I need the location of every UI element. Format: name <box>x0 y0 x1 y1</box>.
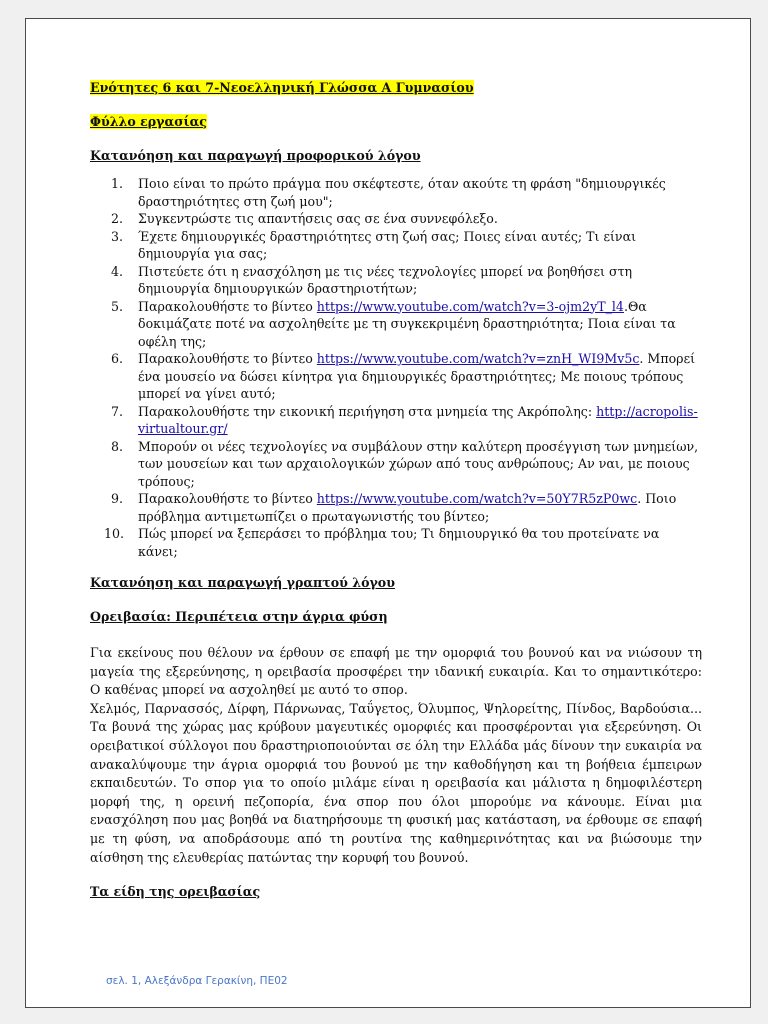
question-item: 8. Μπορούν οι νέες τεχνολογίες να συμβάλουν στην καλύτερη προσέγγιση των μνημείων, των μουσείων και των αρχαιολογικών χώρων από τους ανθρώπους; Αν ναι, με ποιους τρόπους; <box>111 438 699 489</box>
video-link[interactable]: https://www.youtube.com/watch?v=znH_WI9Mv5c <box>316 351 640 366</box>
document-content <box>90 79 702 901</box>
document-title: Ενότητες 6 και 7-Νεοελληνική Γλώσσα Α Γυμνασίου <box>90 80 474 95</box>
article-title: Ορειβασία: Περιπέτεια στην άγρια φύση <box>90 609 388 624</box>
question-item: 9. Παρακολουθήστε το βίντεο https://www.youtube.com/watch?v=50Y7R5zP0wc. Ποιο πρόβλημα αντιμετωπίζει ο πρωταγωνιστής του βίντεο; <box>111 491 677 524</box>
virtual-tour-link[interactable]: http://acropolis-virtualtour.gr/ <box>138 403 698 436</box>
video-link[interactable]: https://www.youtube.com/watch?v=50Y7R5zP0wc <box>316 491 638 506</box>
question-item: 5. Παρακολουθήστε το βίντεο https://www.youtube.com/watch?v=3-ojm2yT_l4.Θα δοκιμάζατε ποτέ να ασχοληθείτε με τη συγκεκριμένη δραστηριότητα; Ποια είναι τα οφέλη της; <box>111 298 676 349</box>
worksheet-label: Φύλλο εργασίας <box>90 114 207 129</box>
question-item: 3. Έχετε δημιουργικές δραστηριότητες στη ζωή σας; Ποιες είναι αυτές; Τι είναι δημιουργία για σας; <box>111 228 637 261</box>
section-written-heading: Κατανόηση και παραγωγή γραπτού λόγου <box>90 575 395 590</box>
question-item: 7. Παρακολουθήστε την εικονική περιήγηση στα μνημεία της Ακρόπολης: http://acropolis-virtualtour.gr/ <box>111 403 698 436</box>
section-types-heading: Τα είδη της ορειβασίας <box>90 884 261 900</box>
question-list <box>90 175 702 560</box>
question-item: 2. Συγκεντρώστε τις απαντήσεις σας σε ένα συννεφόλεξο. <box>111 211 498 226</box>
video-link[interactable]: https://www.youtube.com/watch?v=3-ojm2yT_l4 <box>316 298 624 314</box>
page-footer: σελ. 1, Αλεξάνδρα Γερακίνη, ΠΕ02 <box>106 975 288 987</box>
question-item: 4. Πιστεύετε ότι η ενασχόληση με τις νέες τεχνολογίες μπορεί να βοηθήσει στη δημιουργία δημιουργικών δραστηριοτήτων; <box>111 263 633 296</box>
question-item: 6. Παρακολουθήστε το βίντεο https://www.youtube.com/watch?v=znH_WI9Mv5c. Μπορεί ένα μουσείο να δώσει κίνητρα για δημιουργικές δραστηριότητες; Με ποιους τρόπους μπορεί να γίνει αυτό; <box>111 351 696 401</box>
section-oral-heading: Κατανόηση και παραγωγή προφορικού λόγου <box>90 148 421 163</box>
question-item: 1. Ποιο είναι το πρώτο πράγμα που σκέφτεστε, όταν ακούτε τη φράση "δημιουργικές δραστηριότητες στη ζωή μου"; <box>111 176 666 209</box>
article-paragraph-body: Χελμός, Παρνασσός, Δίρφη, Πάρνωνας, Ταΰγετος, Όλυμπος, Ψηλορείτης, Πίνδος, Βαρδούσια... Τα βουνά της χώρας μας κρύβουν μαγευτικές ομορφιές και προσφέρονται για εξερεύνηση. Οι ορειβατικοί σύλλογοι που δραστηριοποιούνται σε όλη την Ελλάδα μάς δίνουν την ευκαιρία να ανακαλύψουμε την άγρια ομορφιά του βουνού με την καθοδήγηση και τη βοήθεια έμπειρων εκπαιδευτών. Το σπορ για το οποίο μιλάμε είναι η ορειβασία και μάλιστα η δημοφιλέστερη μορφή της, η ορεινή πεζοπορία, ένα σπορ που όλοι μπορούμε να κάνουμε. Είναι μια ενασχόληση που μας βοηθά να διατηρήσουμε τη φυσική μας κατάσταση, να έρθουμε σε επαφή με τη φύση, να αποδράσουμε από τη ρουτίνα της καθημερινότητας και να βιώσουμε την αίσθηση της ελευθερίας πατώντας την κορυφή του βουνού. <box>90 700 702 865</box>
question-item: 10. Πώς μπορεί να ξεπεράσει το πρόβλημα του; Τι δημιουργικό θα του προτείνατε να κάνει; <box>104 526 660 559</box>
article-paragraph-intro: Για εκείνους που θέλουν να έρθουν σε επαφή με την ομορφιά του βουνού και να νιώσουν τη μαγεία της εξερεύνησης, η ορειβασία προσφέρει την ιδανική ευκαιρία. Και το σημαντικότερο: Ο καθένας μπορεί να ασχοληθεί με αυτό το σπορ. <box>90 645 702 698</box>
document-page <box>25 18 751 1008</box>
